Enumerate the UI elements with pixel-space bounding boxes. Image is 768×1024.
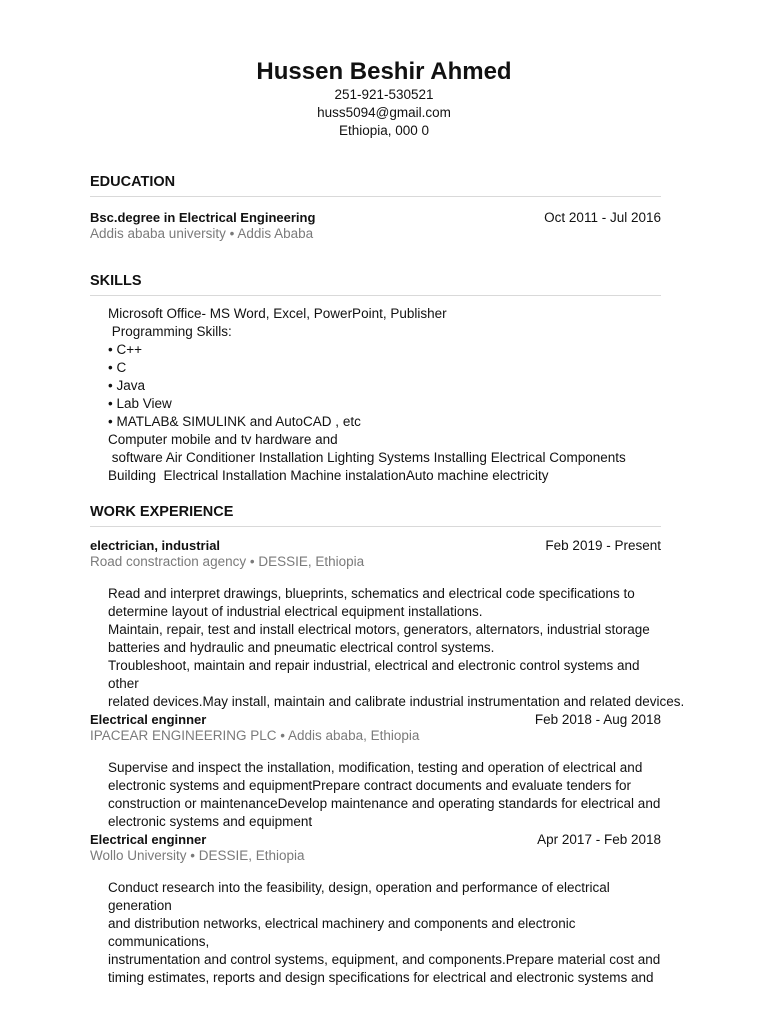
description-line: electronic systems and equipment: [108, 814, 313, 829]
job-dates: Feb 2019 - Present: [545, 538, 661, 553]
skills-list: [90, 305, 661, 485]
skills-section: [90, 271, 661, 485]
job-dates: Feb 2018 - Aug 2018: [534, 712, 661, 727]
phone-number: 251-921-530521: [334, 87, 434, 102]
job-description: [90, 759, 661, 831]
skill-line: software Air Conditioner Installation Lighting Systems Installing Electrical Components: [108, 450, 626, 465]
job-description: [90, 585, 685, 711]
description-line: instrumentation and control systems, equipment, and components.Prepare material cost and: [108, 952, 661, 967]
education-entry-head: [90, 210, 661, 226]
skill-line: • C++: [108, 342, 142, 357]
description-line: related devices.May install, maintain and calibrate industrial instrumentation and related devices.: [108, 694, 685, 709]
skill-line: Microsoft Office- MS Word, Excel, PowerPoint, Publisher: [108, 306, 447, 321]
skill-line: Building Electrical Installation Machine instalationAuto machine electricity: [108, 468, 549, 483]
job-entry: [90, 712, 661, 831]
description-line: Troubleshoot, maintain and repair industrial, electrical and electronic control systems and other: [108, 658, 640, 691]
description-line: Supervise and inspect the installation, modification, testing and operation of electrical and: [108, 760, 643, 775]
resume-header: [0, 58, 768, 140]
section-title-skills: SKILLS: [90, 271, 661, 296]
job-company: Wollo University • DESSIE, Ethiopia: [90, 848, 305, 863]
job-entry: [90, 832, 661, 987]
job-title: Electrical enginner: [90, 832, 207, 847]
job-entry-head: [90, 832, 661, 848]
description-line: Maintain, repair, test and install electrical motors, generators, alternators, industrial storage: [108, 622, 650, 637]
job-entry-head: [90, 538, 661, 554]
description-line: electronic systems and equipmentPrepare contract documents and evaluate tenders for: [108, 778, 632, 793]
education-section: [90, 172, 661, 242]
education-dates: Oct 2011 - Jul 2016: [544, 210, 661, 225]
description-line: construction or maintenanceDevelop maintenance and operating standards for electrical and: [108, 796, 661, 811]
job-description: [90, 879, 661, 987]
candidate-name: Hussen Beshir Ahmed: [256, 58, 512, 85]
skill-line: • MATLAB& SIMULINK and AutoCAD , etc: [108, 414, 361, 429]
description-line: determine layout of industrial electrical equipment installations.: [108, 604, 483, 619]
email-address: huss5094@gmail.com: [317, 105, 451, 120]
job-title: electrician, industrial: [90, 538, 221, 553]
work-experience-section: [90, 502, 685, 987]
section-title-education: EDUCATION: [90, 172, 661, 197]
job-entry: [90, 538, 685, 711]
skill-line: Computer mobile and tv hardware and: [108, 432, 338, 447]
degree-title: Bsc.degree in Electrical Engineering: [90, 210, 316, 225]
job-entry-head: [90, 712, 661, 728]
job-company: Road constraction agency • DESSIE, Ethiopia: [90, 554, 365, 569]
institution: Addis ababa university • Addis Ababa: [90, 226, 314, 241]
description-line: batteries and hydraulic and pneumatic electrical control systems.: [108, 640, 495, 655]
job-title: Electrical enginner: [90, 712, 207, 727]
skill-line: • C: [108, 360, 127, 375]
skill-line: • Java: [108, 378, 145, 393]
location: Ethiopia, 000 0: [338, 123, 430, 138]
description-line: Read and interpret drawings, blueprints, schematics and electrical code specifications to: [108, 586, 635, 601]
skill-line: • Lab View: [108, 396, 172, 411]
job-company: IPACEAR ENGINEERING PLC • Addis ababa, Ethiopia: [90, 728, 420, 743]
education-entry: [90, 210, 661, 242]
section-title-work-experience: WORK EXPERIENCE: [90, 502, 661, 527]
skill-line: Programming Skills:: [108, 324, 232, 339]
description-line: and distribution networks, electrical machinery and components and electronic communications,: [108, 916, 576, 949]
description-line: Conduct research into the feasibility, design, operation and performance of electrical generation: [108, 880, 610, 913]
job-dates: Apr 2017 - Feb 2018: [537, 832, 661, 847]
description-line: timing estimates, reports and design specifications for electrical and electronic systems and: [108, 970, 654, 985]
